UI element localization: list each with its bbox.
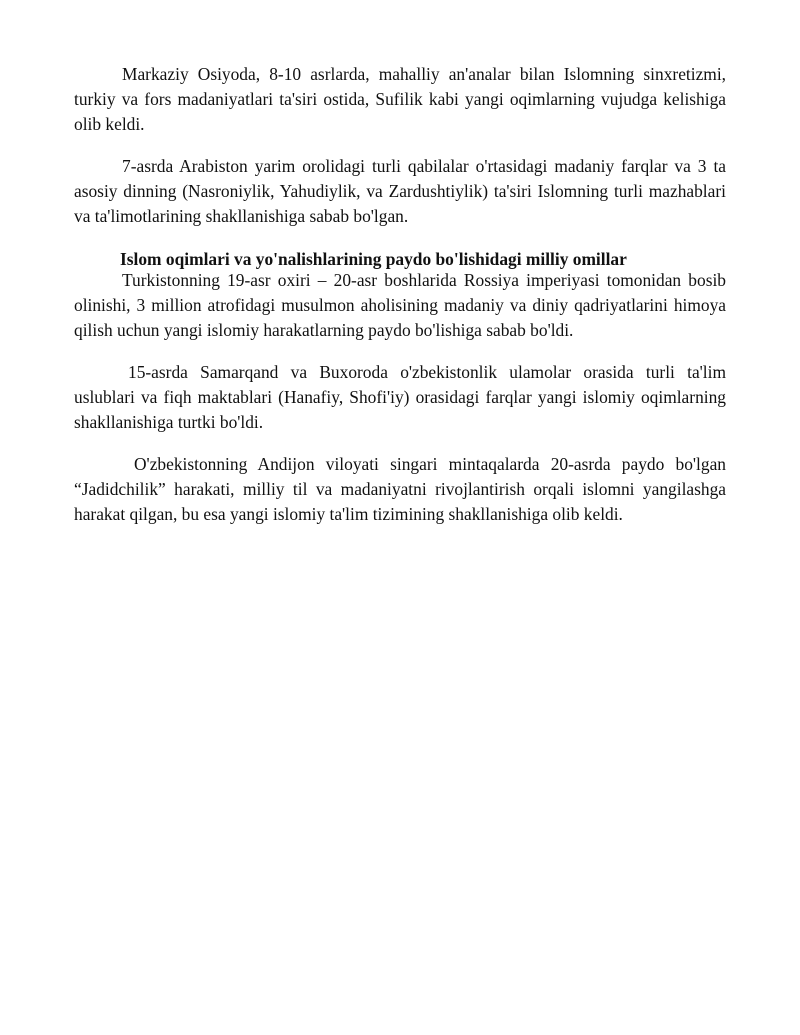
paragraph-turkistan-russia: Turkistonning 19-asr oxiri – 20-asr boshlarida Rossiya imperiyasi tomonidan bosib olinishi, 3 million atrofidagi musulmon aholisining madaniy va diniy qadriyatlarini himoya qilish uchun yangi islomiy harakatlarning paydo bo'lishiga sabab bo'ldi.	[74, 270, 726, 340]
paragraph-jadidchilik: O'zbekistonning Andijon viloyati singari mintaqalarda 20-asrda paydo bo'lgan “Jadidchilik” harakati, milliy til va madaniyatni rivojlantirish orqali islomni yangilashga harakat qilgan, bu esa yangi islomiy ta'lim tizimining shakllanishiga olib keldi.	[74, 454, 726, 524]
document-body	[74, 62, 726, 527]
section-heading: Islom oqimlari va yo'nalishlarining paydo bo'lishidagi milliy omillar	[120, 249, 627, 269]
paragraph-samarqand-buxoro: 15-asrda Samarqand va Buxoroda o'zbekistonlik ulamolar orasida turli ta'lim uslublari va fiqh maktablari (Hanafiy, Shofi'iy) orasidagi farqlar yangi islomiy oqimlarning shakllanishiga turtki bo'ldi.	[74, 362, 726, 432]
paragraph-arabia-7th-century: 7-asrda Arabiston yarim orolidagi turli qabilalar o'rtasidagi madaniy farqlar va 3 ta asosiy dinning (Nasroniylik, Yahudiylik, va Zardushtiylik) ta'siri Islomning turli mazhablari va ta'limotlarining shakllanishiga sabab bo'lgan.	[74, 156, 726, 226]
paragraph-sufism: Markaziy Osiyoda, 8-10 asrlarda, mahalliy an'analar bilan Islomning sinxretizmi, turkiy va fors madaniyatlari ta'siri ostida, Sufilik kabi yangi oqimlarning vujudga kelishiga olib keldi.	[74, 64, 726, 134]
